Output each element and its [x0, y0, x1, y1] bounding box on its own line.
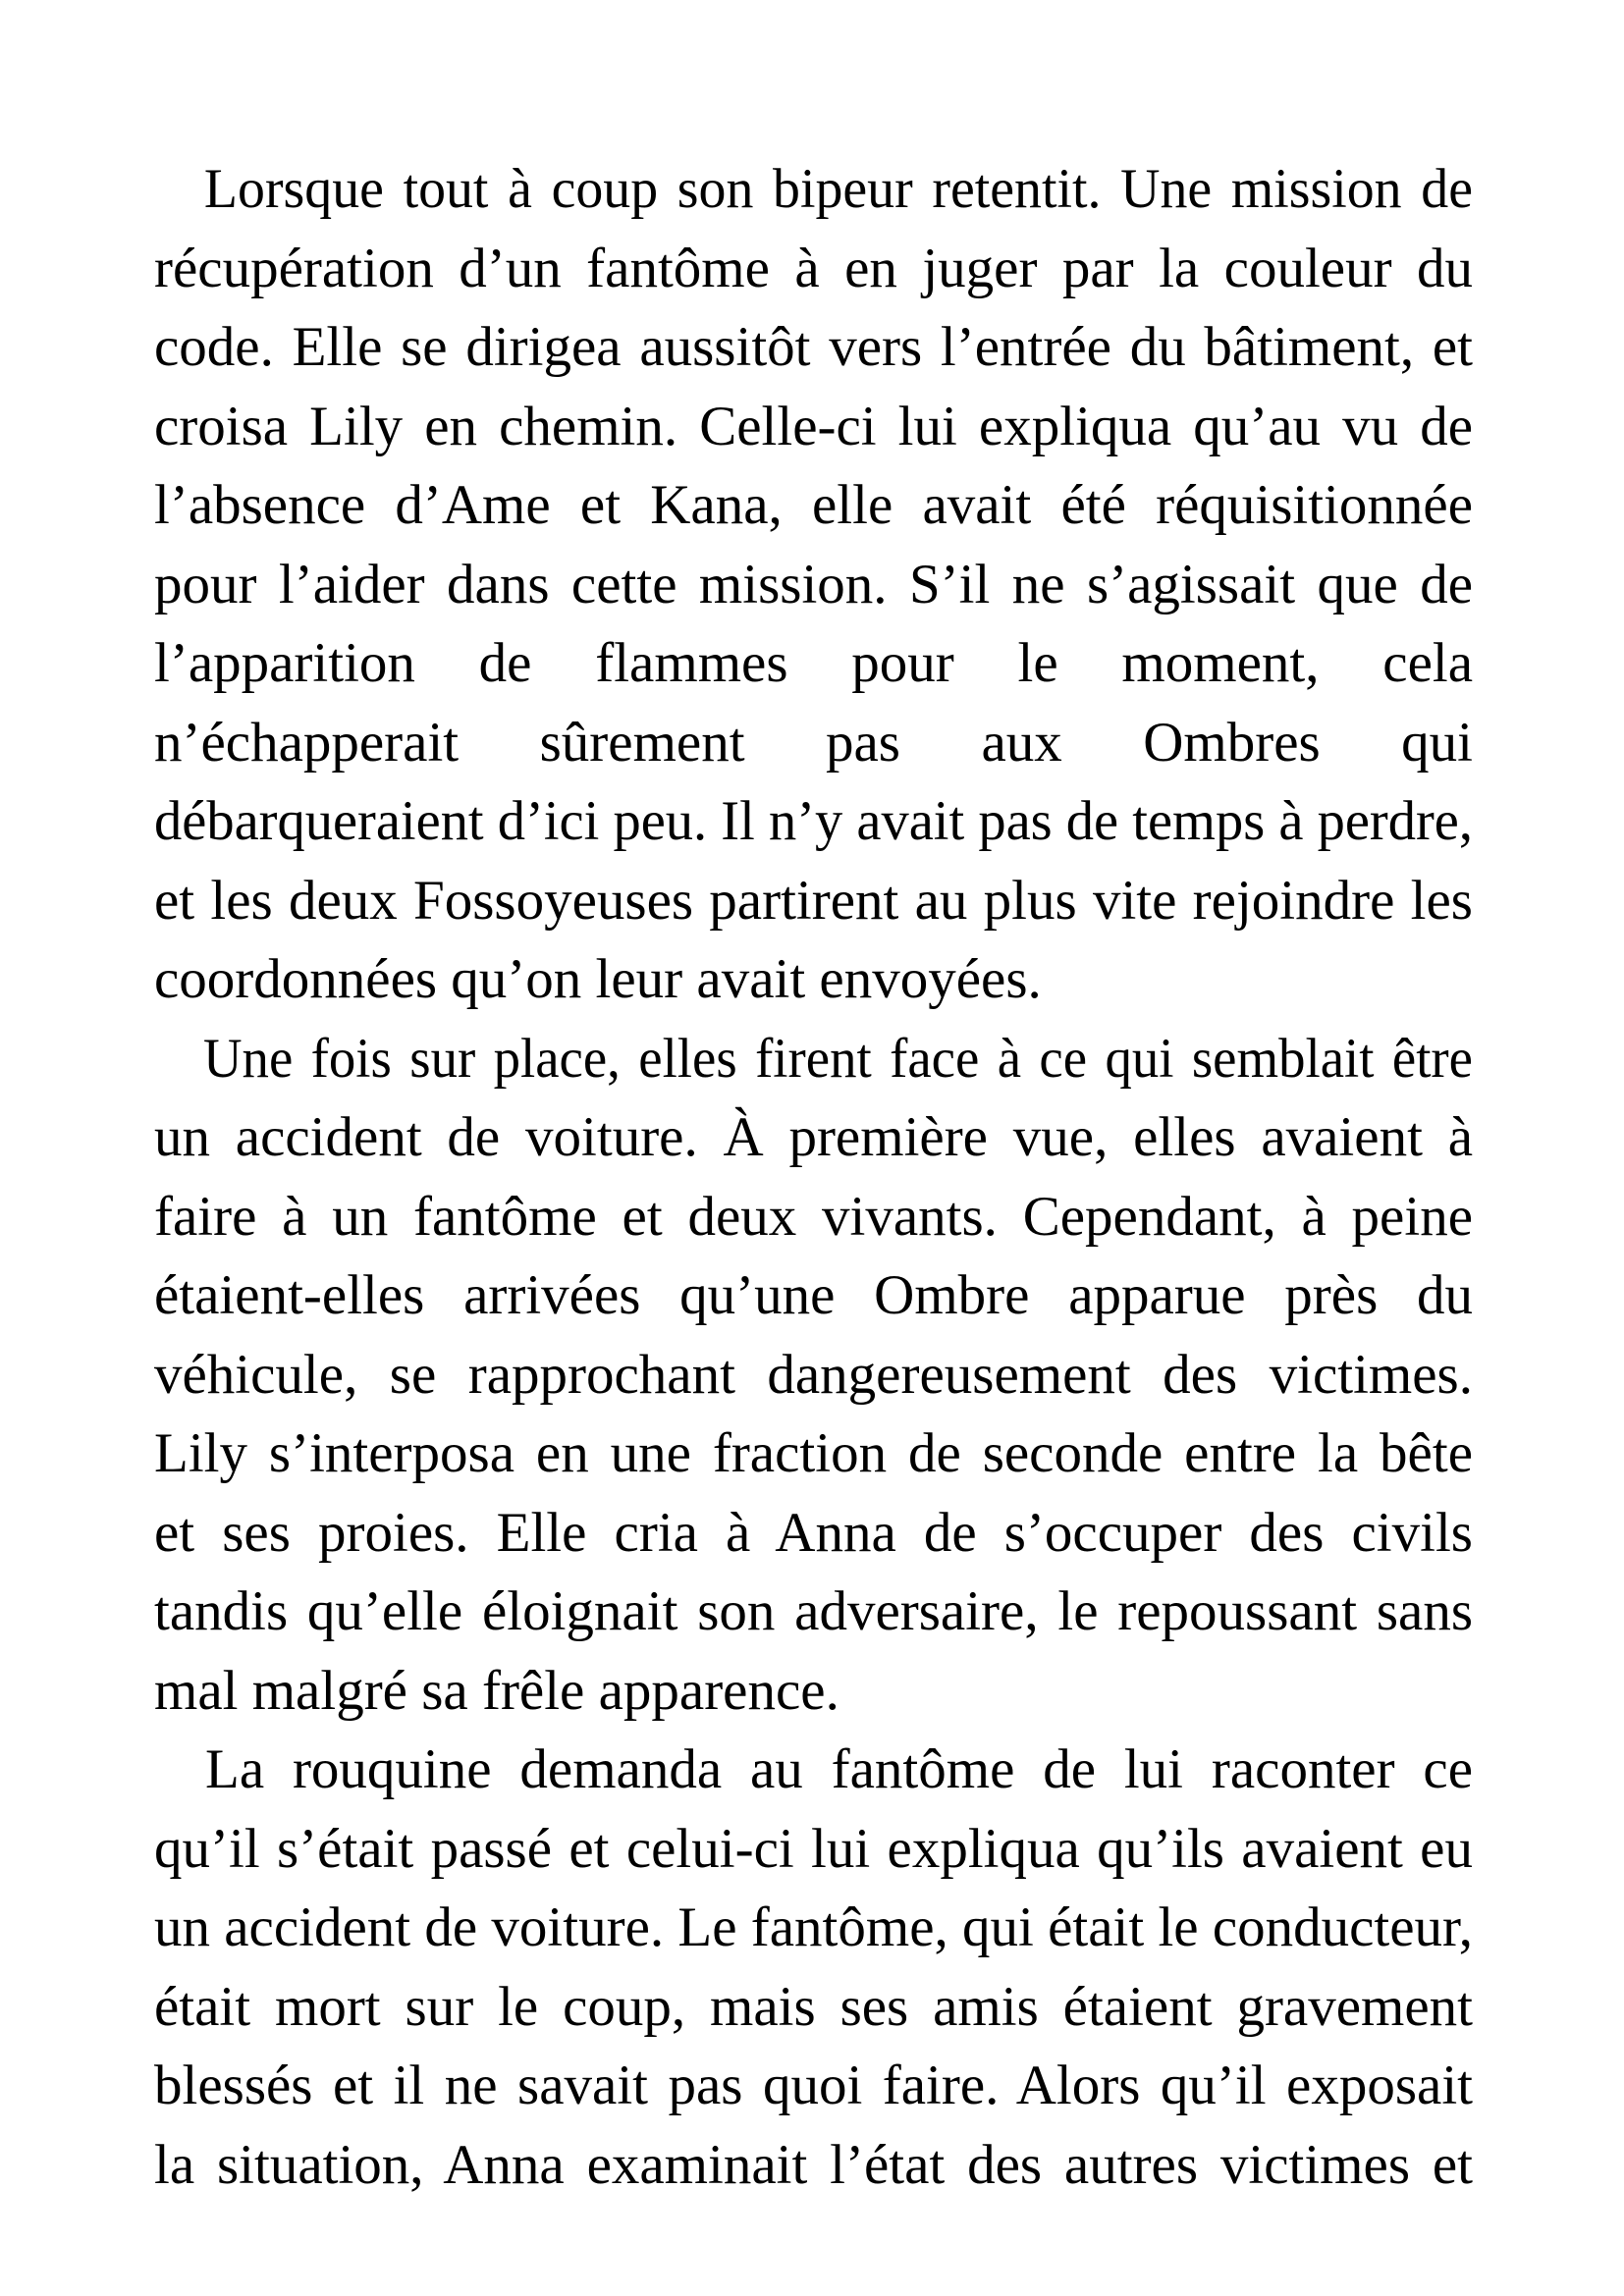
text-line: étaient-elles arrivées qu’une Ombre apparue près du	[154, 1264, 1473, 1326]
text-line: l’apparition de flammes pour le moment, cela	[154, 632, 1473, 694]
text-line: était mort sur le coup, mais ses amis étaient gravement	[154, 1975, 1473, 2038]
text-line: la situation, Anna examinait l’état des autres victimes et	[154, 2133, 1473, 2196]
text-line: un accident de voiture. Le fantôme, qui était le conducteur,	[154, 1896, 1474, 1958]
text-line: véhicule, se rapprochant dangereusement des victimes.	[154, 1343, 1473, 1406]
text-line: récupération d’un fantôme à en juger par la couleur du	[154, 237, 1473, 299]
text-line: La rouquine demanda au fantôme de lui raconter ce	[205, 1738, 1473, 1800]
text-line: code. Elle se dirigea aussitôt vers l’entrée du bâtiment, et	[154, 316, 1473, 378]
text-line: pour l’aider dans cette mission. S’il ne s’agissait que de	[154, 553, 1473, 615]
paragraph-3	[154, 1731, 1473, 2205]
text-line: l’absence d’Ame et Kana, elle avait été réquisitionnée	[154, 474, 1473, 536]
paragraph-2	[154, 1020, 1473, 1732]
text-line: mal malgré sa frêle apparence.	[154, 1659, 839, 1722]
text-line: croisa Lily en chemin. Celle-ci lui expliqua qu’au vu de	[154, 395, 1473, 457]
document-page	[154, 150, 1473, 2205]
text-line: et ses proies. Elle cria à Anna de s’occuper des civils	[154, 1501, 1473, 1564]
paragraph-1	[154, 150, 1473, 1020]
text-line: n’échapperait sûrement pas aux Ombres qui	[154, 711, 1473, 774]
text-line: un accident de voiture. À première vue, elles avaient à	[154, 1106, 1473, 1168]
text-line: coordonnées qu’on leur avait envoyées.	[154, 948, 1042, 1010]
text-line: Lily s’interposa en une fraction de seconde entre la bête	[154, 1422, 1473, 1484]
text-line: Lorsque tout à coup son bipeur retentit. Une mission de	[203, 158, 1473, 220]
text-line: Une fois sur place, elles firent face à ce qui semblait être	[202, 1027, 1473, 1090]
text-line: qu’il s’était passé et celui-ci lui expliqua qu’ils avaient eu	[154, 1817, 1473, 1880]
text-line: blessés et il ne savait pas quoi faire. Alors qu’il exposait	[154, 2055, 1473, 2116]
text-line: tandis qu’elle éloignait son adversaire, le repoussant sans	[154, 1580, 1473, 1642]
text-line: faire à un fantôme et deux vivants. Cependant, à peine	[154, 1185, 1473, 1248]
text-line: et les deux Fossoyeuses partirent au plus vite rejoindre les	[154, 869, 1473, 932]
text-line: débarqueraient d’ici peu. Il n’y avait pas de temps à perdre,	[154, 790, 1473, 852]
